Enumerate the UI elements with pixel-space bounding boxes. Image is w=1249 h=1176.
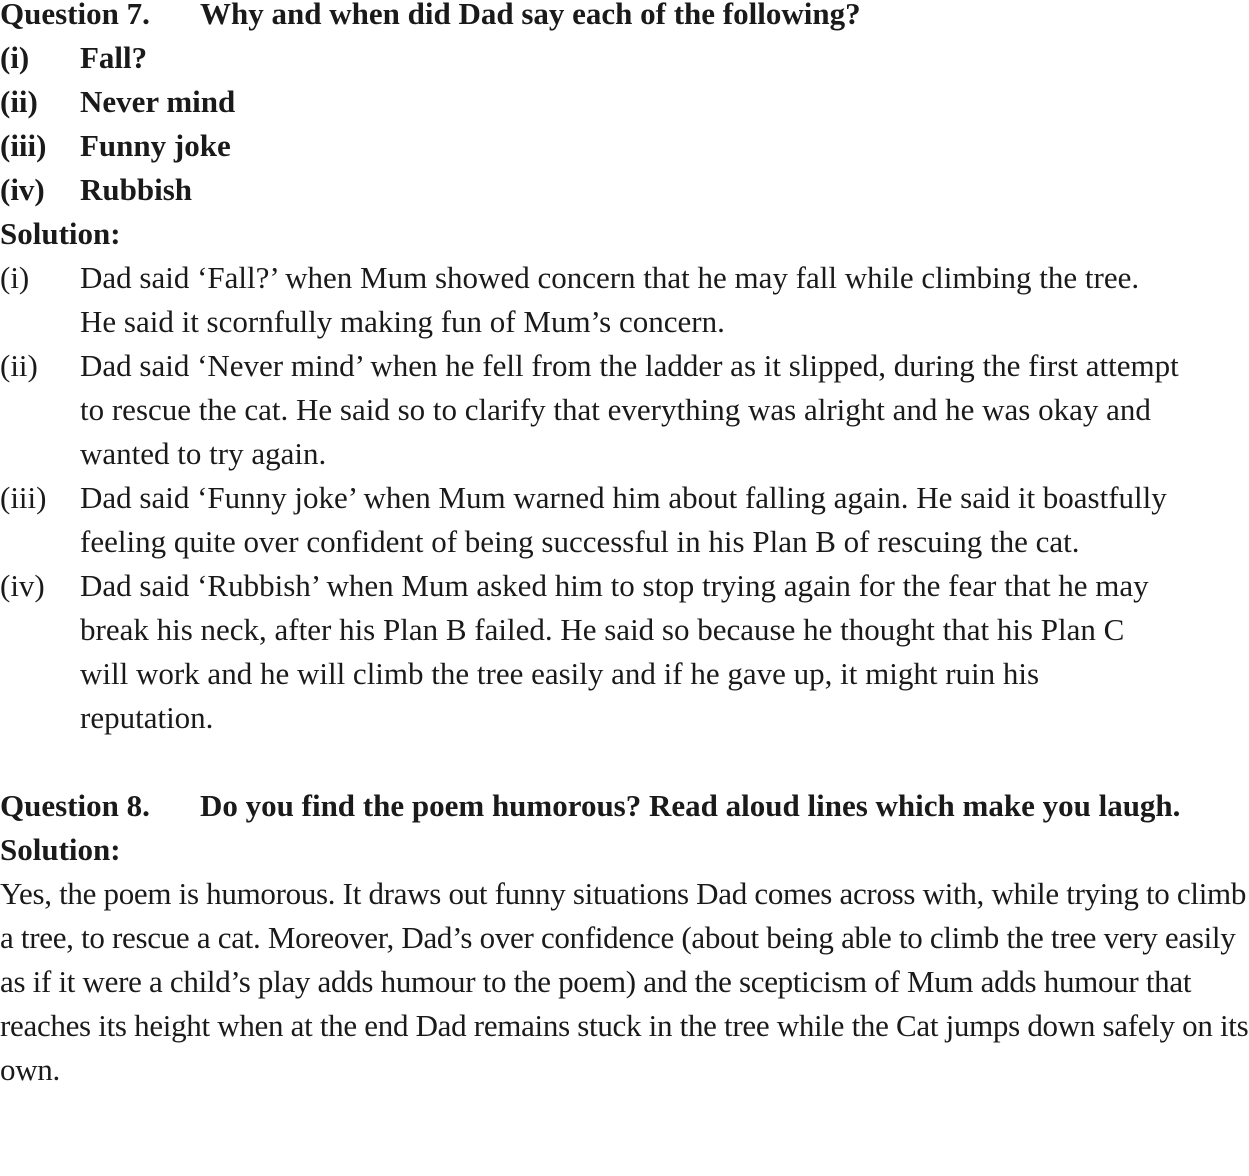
question-8-text: Do you find the poem humorous? Read aloud lines which make you laugh. bbox=[200, 788, 1181, 823]
question-8-heading bbox=[0, 784, 1249, 828]
answer-label: (iv) bbox=[0, 568, 45, 603]
answer-paragraph: Yes, the poem is humorous. It draws out funny situations Dad comes across with, while trying to climb a tree, to rescue a cat. Moreover, Dad’s over confidence (about being able to climb the tree very easily as if it were a child’s play adds humour to the poem) and the scepticism of Mum adds humour that reaches its height when at the end Dad remains stuck in the tree while the Cat jumps down safely on its own. bbox=[0, 876, 1249, 1087]
item-text: Rubbish bbox=[80, 172, 193, 207]
item-label: (iv) bbox=[0, 172, 45, 207]
answer-item bbox=[0, 256, 1180, 344]
question-7-item bbox=[0, 36, 1249, 80]
item-label: (i) bbox=[0, 40, 30, 75]
item-label: (ii) bbox=[0, 84, 38, 119]
answer-label: (ii) bbox=[0, 348, 38, 383]
question-7-item bbox=[0, 124, 1249, 168]
solution-label: Solution: bbox=[0, 832, 121, 867]
answer-item bbox=[0, 564, 1180, 740]
question-8-number: Question 8. bbox=[0, 788, 150, 823]
question-7-number: Question 7. bbox=[0, 0, 150, 31]
answer-text: Dad said ‘Rubbish’ when Mum asked him to stop trying again for the fear that he may break his neck, after his Plan B failed. He said so because he thought that his Plan C will work and he will climb the tree easily and if he gave up, it might ruin his reputation. bbox=[80, 568, 1149, 735]
answer-text: Dad said ‘Never mind’ when he fell from the ladder as it slipped, during the first attempt to rescue the cat. He said so to clarify that everything was alright and he was okay and wanted to try again. bbox=[80, 348, 1179, 471]
answer-text: Dad said ‘Funny joke’ when Mum warned him about falling again. He said it boastfully feeling quite over confident of being successful in his Plan B of rescuing the cat. bbox=[80, 480, 1167, 559]
item-text: Never mind bbox=[80, 84, 236, 119]
item-text: Funny joke bbox=[80, 128, 231, 163]
item-label: (iii) bbox=[0, 128, 47, 163]
answer-label: (i) bbox=[0, 260, 30, 295]
spacer bbox=[0, 740, 1249, 784]
question-7-heading bbox=[0, 0, 1249, 36]
solution-label: Solution: bbox=[0, 216, 121, 251]
answer-item bbox=[0, 476, 1180, 564]
answer-item bbox=[0, 344, 1180, 476]
question-7-item bbox=[0, 80, 1249, 124]
question-7-item bbox=[0, 168, 1249, 212]
question-7-text: Why and when did Dad say each of the following? bbox=[200, 0, 861, 31]
answer-text: Dad said ‘Fall?’ when Mum showed concern that he may fall while climbing the tree. He said it scornfully making fun of Mum’s concern. bbox=[80, 260, 1140, 339]
item-text: Fall? bbox=[80, 40, 148, 75]
answer-label: (iii) bbox=[0, 480, 47, 515]
